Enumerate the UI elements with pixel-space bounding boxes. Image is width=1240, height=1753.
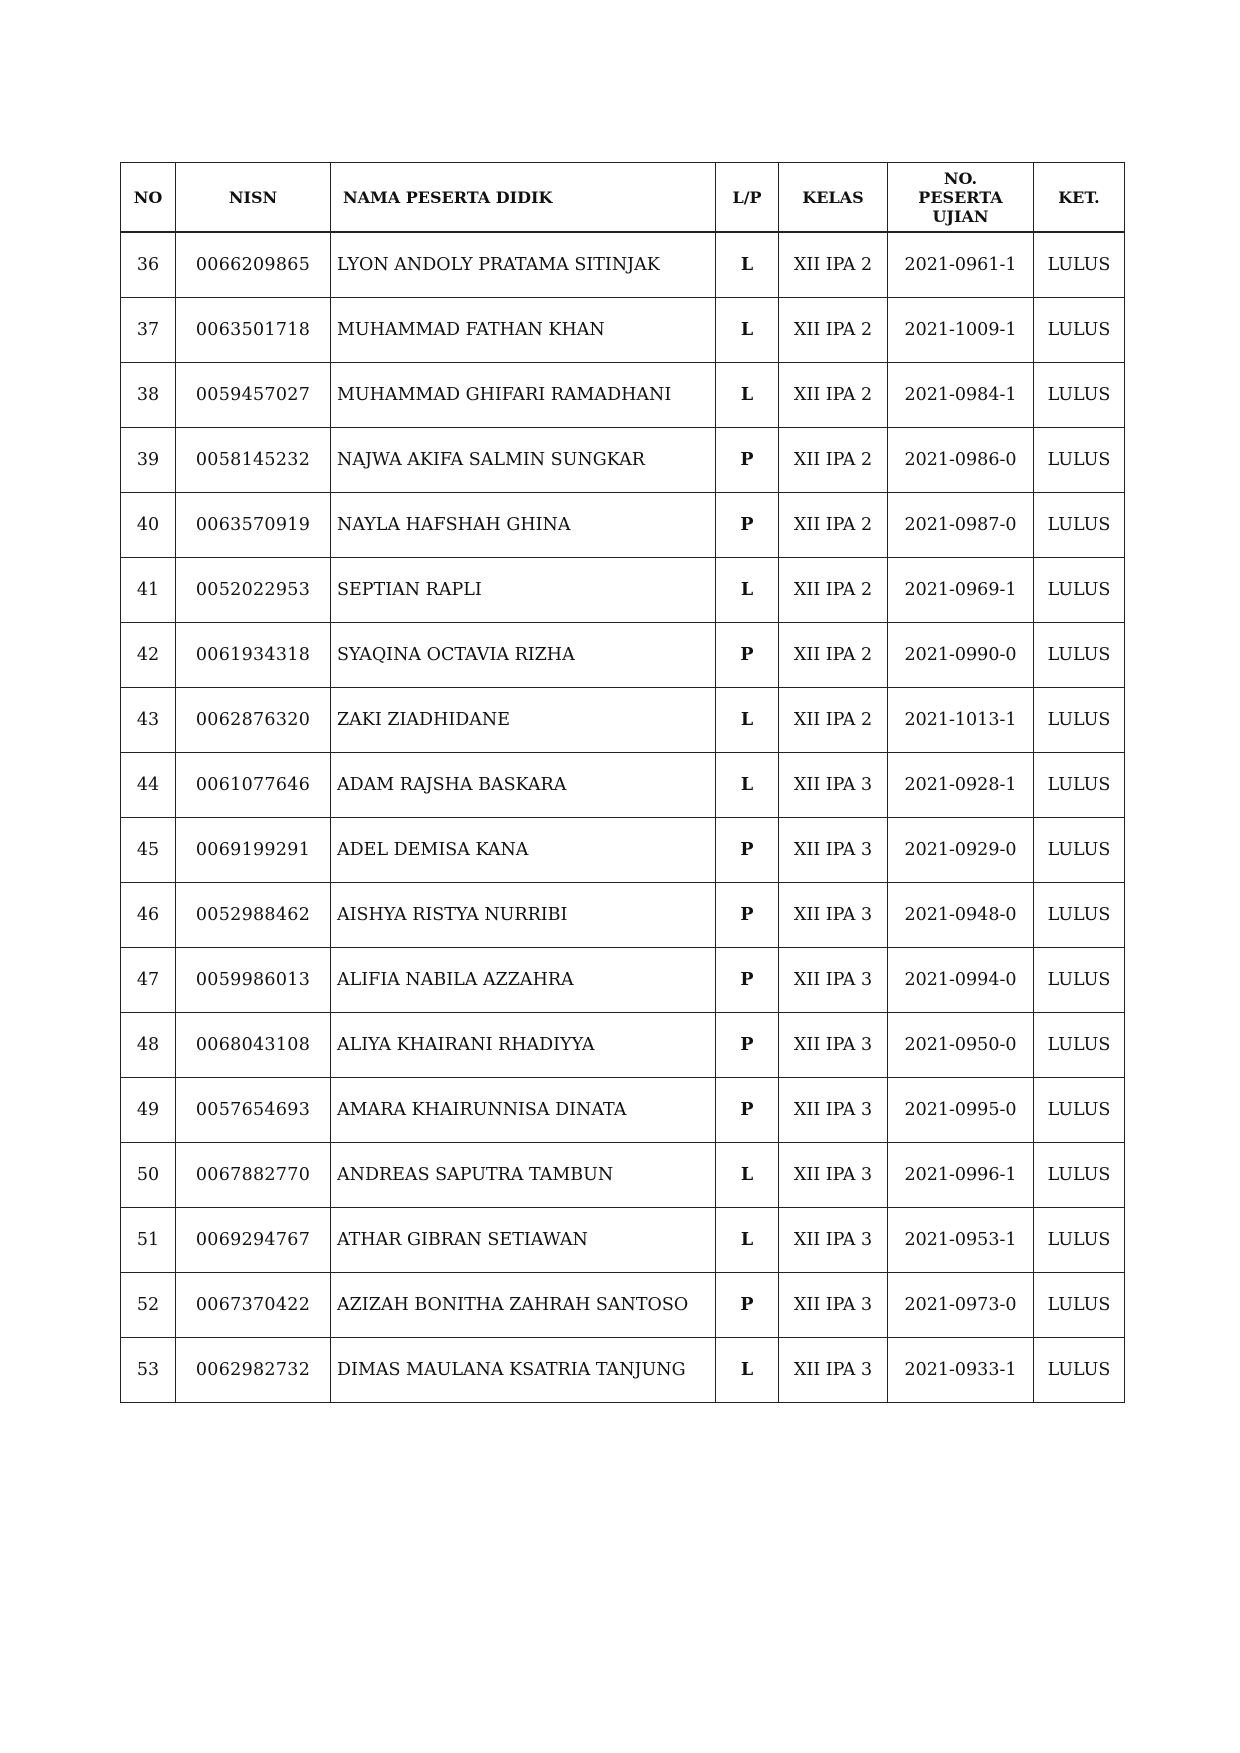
header-nama: NAMA PESERTA DIDIK	[331, 163, 716, 233]
cell-lp: P	[716, 1013, 779, 1078]
cell-nama: NAJWA AKIFA SALMIN SUNGKAR	[331, 428, 716, 493]
cell-no-peserta-ujian: 2021-0933-1	[888, 1338, 1034, 1403]
cell-nisn: 0061934318	[176, 623, 331, 688]
cell-no: 50	[121, 1143, 176, 1208]
cell-no-peserta-ujian: 2021-1013-1	[888, 688, 1034, 753]
header-no-peserta-ujian	[888, 163, 1034, 233]
cell-nisn: 0063501718	[176, 298, 331, 363]
cell-no-peserta-ujian: 2021-0929-0	[888, 818, 1034, 883]
cell-kelas: XII IPA 3	[779, 1273, 888, 1338]
cell-nisn: 0052988462	[176, 883, 331, 948]
cell-nama: MUHAMMAD GHIFARI RAMADHANI	[331, 363, 716, 428]
cell-ket: LULUS	[1034, 1208, 1125, 1273]
header-row	[121, 163, 1125, 233]
cell-nisn: 0059457027	[176, 363, 331, 428]
cell-kelas: XII IPA 3	[779, 818, 888, 883]
cell-ket: LULUS	[1034, 428, 1125, 493]
cell-ket: LULUS	[1034, 1013, 1125, 1078]
cell-nama: AMARA KHAIRUNNISA DINATA	[331, 1078, 716, 1143]
cell-lp: P	[716, 948, 779, 1013]
cell-lp: L	[716, 363, 779, 428]
cell-no: 38	[121, 363, 176, 428]
header-kelas: KELAS	[779, 163, 888, 233]
cell-no-peserta-ujian: 2021-1009-1	[888, 298, 1034, 363]
header-no: NO	[121, 163, 176, 233]
cell-no-peserta-ujian: 2021-0950-0	[888, 1013, 1034, 1078]
cell-no: 52	[121, 1273, 176, 1338]
cell-nisn: 0062876320	[176, 688, 331, 753]
cell-lp: P	[716, 818, 779, 883]
cell-nisn: 0068043108	[176, 1013, 331, 1078]
cell-nisn: 0066209865	[176, 232, 331, 298]
cell-no-peserta-ujian: 2021-0996-1	[888, 1143, 1034, 1208]
cell-lp: P	[716, 428, 779, 493]
cell-kelas: XII IPA 3	[779, 1338, 888, 1403]
cell-nama: ZAKI ZIADHIDANE	[331, 688, 716, 753]
cell-ket: LULUS	[1034, 818, 1125, 883]
cell-no: 39	[121, 428, 176, 493]
cell-nama: DIMAS MAULANA KSATRIA TANJUNG	[331, 1338, 716, 1403]
cell-nisn: 0067370422	[176, 1273, 331, 1338]
cell-nama: AISHYA RISTYA NURRIBI	[331, 883, 716, 948]
cell-no-peserta-ujian: 2021-0994-0	[888, 948, 1034, 1013]
cell-nama: AZIZAH BONITHA ZAHRAH SANTOSO	[331, 1273, 716, 1338]
cell-nama: ALIFIA NABILA AZZAHRA	[331, 948, 716, 1013]
cell-nisn: 0059986013	[176, 948, 331, 1013]
cell-ket: LULUS	[1034, 883, 1125, 948]
cell-no: 42	[121, 623, 176, 688]
cell-lp: P	[716, 1078, 779, 1143]
table-body	[121, 232, 1125, 1403]
table-row	[121, 1208, 1125, 1273]
cell-kelas: XII IPA 2	[779, 688, 888, 753]
table-row	[121, 1013, 1125, 1078]
cell-nisn: 0057654693	[176, 1078, 331, 1143]
cell-nama: SEPTIAN RAPLI	[331, 558, 716, 623]
cell-lp: L	[716, 298, 779, 363]
cell-no: 44	[121, 753, 176, 818]
table-row	[121, 1143, 1125, 1208]
table-row	[121, 688, 1125, 753]
header-lp: L/P	[716, 163, 779, 233]
table-row	[121, 493, 1125, 558]
cell-lp: P	[716, 623, 779, 688]
cell-no: 53	[121, 1338, 176, 1403]
cell-no: 43	[121, 688, 176, 753]
table-row	[121, 232, 1125, 298]
cell-nama: LYON ANDOLY PRATAMA SITINJAK	[331, 232, 716, 298]
cell-lp: P	[716, 1273, 779, 1338]
header-ket: KET.	[1034, 163, 1125, 233]
cell-nama: ADAM RAJSHA BASKARA	[331, 753, 716, 818]
cell-lp: L	[716, 688, 779, 753]
cell-no-peserta-ujian: 2021-0984-1	[888, 363, 1034, 428]
cell-nisn: 0069294767	[176, 1208, 331, 1273]
cell-no: 41	[121, 558, 176, 623]
cell-no-peserta-ujian: 2021-0990-0	[888, 623, 1034, 688]
cell-lp: L	[716, 1143, 779, 1208]
cell-nisn: 0052022953	[176, 558, 331, 623]
cell-nama: MUHAMMAD FATHAN KHAN	[331, 298, 716, 363]
cell-ket: LULUS	[1034, 1273, 1125, 1338]
cell-ket: LULUS	[1034, 558, 1125, 623]
table-row	[121, 753, 1125, 818]
header-no-peserta-ujian-line2: PESERTA	[918, 187, 1003, 207]
cell-lp: L	[716, 1208, 779, 1273]
cell-no: 37	[121, 298, 176, 363]
cell-no-peserta-ujian: 2021-0953-1	[888, 1208, 1034, 1273]
cell-ket: LULUS	[1034, 1338, 1125, 1403]
cell-nama: ATHAR GIBRAN SETIAWAN	[331, 1208, 716, 1273]
cell-ket: LULUS	[1034, 493, 1125, 558]
cell-kelas: XII IPA 2	[779, 232, 888, 298]
cell-lp: L	[716, 558, 779, 623]
cell-kelas: XII IPA 2	[779, 363, 888, 428]
cell-no-peserta-ujian: 2021-0973-0	[888, 1273, 1034, 1338]
cell-no: 51	[121, 1208, 176, 1273]
table-header	[121, 163, 1125, 233]
cell-no: 40	[121, 493, 176, 558]
cell-no: 36	[121, 232, 176, 298]
cell-lp: L	[716, 1338, 779, 1403]
table-row	[121, 1078, 1125, 1143]
cell-lp: P	[716, 883, 779, 948]
cell-ket: LULUS	[1034, 363, 1125, 428]
cell-ket: LULUS	[1034, 753, 1125, 818]
cell-kelas: XII IPA 2	[779, 428, 888, 493]
cell-kelas: XII IPA 2	[779, 298, 888, 363]
cell-nisn: 0061077646	[176, 753, 331, 818]
cell-kelas: XII IPA 3	[779, 1143, 888, 1208]
cell-ket: LULUS	[1034, 688, 1125, 753]
table-row	[121, 1338, 1125, 1403]
cell-no-peserta-ujian: 2021-0986-0	[888, 428, 1034, 493]
cell-lp: P	[716, 493, 779, 558]
cell-kelas: XII IPA 2	[779, 493, 888, 558]
cell-nisn: 0069199291	[176, 818, 331, 883]
header-no-peserta-ujian-line1: NO.	[943, 168, 978, 188]
table-row	[121, 623, 1125, 688]
cell-kelas: XII IPA 3	[779, 883, 888, 948]
header-nisn: NISN	[176, 163, 331, 233]
cell-nisn: 0062982732	[176, 1338, 331, 1403]
cell-no-peserta-ujian: 2021-0961-1	[888, 232, 1034, 298]
table-row	[121, 948, 1125, 1013]
cell-kelas: XII IPA 2	[779, 623, 888, 688]
cell-kelas: XII IPA 3	[779, 1013, 888, 1078]
cell-kelas: XII IPA 3	[779, 1208, 888, 1273]
table-row	[121, 428, 1125, 493]
cell-kelas: XII IPA 2	[779, 558, 888, 623]
cell-nisn: 0067882770	[176, 1143, 331, 1208]
cell-no: 48	[121, 1013, 176, 1078]
cell-no-peserta-ujian: 2021-0948-0	[888, 883, 1034, 948]
header-no-peserta-ujian-line3: UJIAN	[932, 206, 989, 226]
cell-no: 49	[121, 1078, 176, 1143]
cell-ket: LULUS	[1034, 1078, 1125, 1143]
cell-no: 45	[121, 818, 176, 883]
table-row	[121, 883, 1125, 948]
table-row	[121, 818, 1125, 883]
cell-kelas: XII IPA 3	[779, 753, 888, 818]
cell-nama: ALIYA KHAIRANI RHADIYYA	[331, 1013, 716, 1078]
results-table	[120, 162, 1125, 1403]
cell-no: 46	[121, 883, 176, 948]
cell-nama: ADEL DEMISA KANA	[331, 818, 716, 883]
table-row	[121, 298, 1125, 363]
cell-no-peserta-ujian: 2021-0995-0	[888, 1078, 1034, 1143]
table-row	[121, 558, 1125, 623]
table-row	[121, 1273, 1125, 1338]
cell-ket: LULUS	[1034, 948, 1125, 1013]
cell-ket: LULUS	[1034, 232, 1125, 298]
cell-ket: LULUS	[1034, 623, 1125, 688]
table-row	[121, 363, 1125, 428]
cell-no: 47	[121, 948, 176, 1013]
cell-nama: SYAQINA OCTAVIA RIZHA	[331, 623, 716, 688]
cell-ket: LULUS	[1034, 298, 1125, 363]
cell-no-peserta-ujian: 2021-0987-0	[888, 493, 1034, 558]
cell-lp: L	[716, 232, 779, 298]
cell-nisn: 0063570919	[176, 493, 331, 558]
cell-no-peserta-ujian: 2021-0928-1	[888, 753, 1034, 818]
cell-ket: LULUS	[1034, 1143, 1125, 1208]
cell-kelas: XII IPA 3	[779, 948, 888, 1013]
cell-nama: ANDREAS SAPUTRA TAMBUN	[331, 1143, 716, 1208]
cell-lp: L	[716, 753, 779, 818]
cell-nama: NAYLA HAFSHAH GHINA	[331, 493, 716, 558]
cell-no-peserta-ujian: 2021-0969-1	[888, 558, 1034, 623]
cell-nisn: 0058145232	[176, 428, 331, 493]
cell-kelas: XII IPA 3	[779, 1078, 888, 1143]
